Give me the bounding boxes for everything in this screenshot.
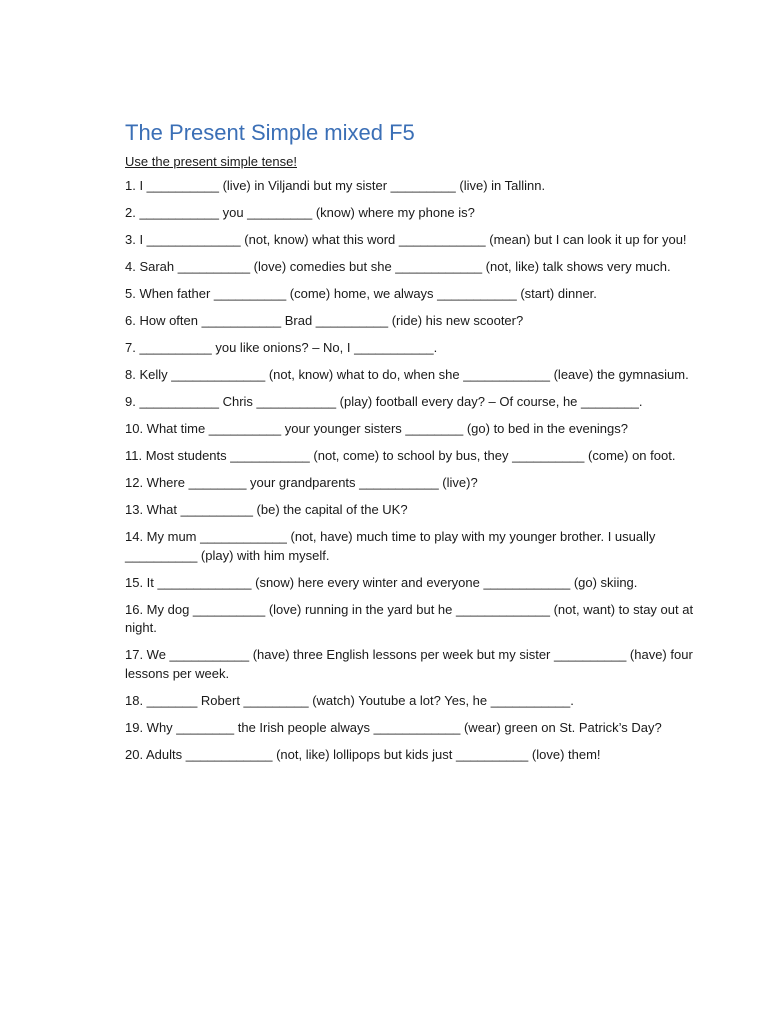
exercise-item-18: 18. _______ Robert _________ (watch) Youtube a lot? Yes, he ___________. xyxy=(125,692,574,708)
exercise-item-6: 6. How often ___________ Brad __________ (ride) his new scooter? xyxy=(125,313,524,328)
exercise-item-1: 1. I __________ (live) in Viljandi but my sister _________ (live) in Tallinn. xyxy=(125,178,546,193)
exercise-item-15: 15. It _____________ (snow) here every winter and everyone ____________ (go) skiing. xyxy=(125,574,638,590)
exercise-item-2: 2. ___________ you _________ (know) where my phone is? xyxy=(125,205,475,220)
exercise-item-14: 14. My mum ____________ (not, have) much time to play with my younger brother. I usually __________ (play) with him myself. xyxy=(125,529,660,563)
exercise-item-13: 13. What __________ (be) the capital of the UK? xyxy=(125,502,408,517)
exercise-item-8: 8. Kelly _____________ (not, know) what to do, when she ____________ (leave) the gymnasium. xyxy=(125,367,689,382)
exercise-item-17: 17. We ___________ (have) three English lessons per week but my sister __________ (have) four lessons per week. xyxy=(125,647,697,681)
page-title: The Present Simple mixed F5 xyxy=(125,120,415,145)
exercise-item-16: 16. My dog __________ (love) running in the yard but he _____________ (not, want) to stay out at night. xyxy=(125,601,697,635)
instruction-text: Use the present simple tense! xyxy=(125,154,297,169)
exercise-item-19: 19. Why ________ the Irish people always ____________ (wear) green on St. Patrick’s Day? xyxy=(125,719,662,735)
exercise-list xyxy=(125,177,725,764)
exercise-item-20: 20. Adults ____________ (not, like) lollipops but kids just __________ (love) them! xyxy=(125,746,601,762)
exercise-item-11: 11. Most students ___________ (not, come) to school by bus, they __________ (come) on foot. xyxy=(125,448,676,463)
exercise-item-5: 5. When father __________ (come) home, we always ___________ (start) dinner. xyxy=(125,286,597,301)
exercise-item-4: 4. Sarah __________ (love) comedies but she ____________ (not, like) talk shows very much. xyxy=(125,259,671,274)
worksheet-page xyxy=(125,118,725,773)
exercise-item-10: 10. What time __________ your younger sisters ________ (go) to bed in the evenings? xyxy=(125,421,629,436)
exercise-item-7: 7. __________ you like onions? – No, I ___________. xyxy=(125,340,438,355)
exercise-item-9: 9. ___________ Chris ___________ (play) football every day? – Of course, he ________. xyxy=(125,394,643,409)
exercise-item-12: 12. Where ________ your grandparents ___________ (live)? xyxy=(125,475,478,490)
exercise-item-3: 3. I _____________ (not, know) what this word ____________ (mean) but I can look it up for you! xyxy=(125,232,687,247)
